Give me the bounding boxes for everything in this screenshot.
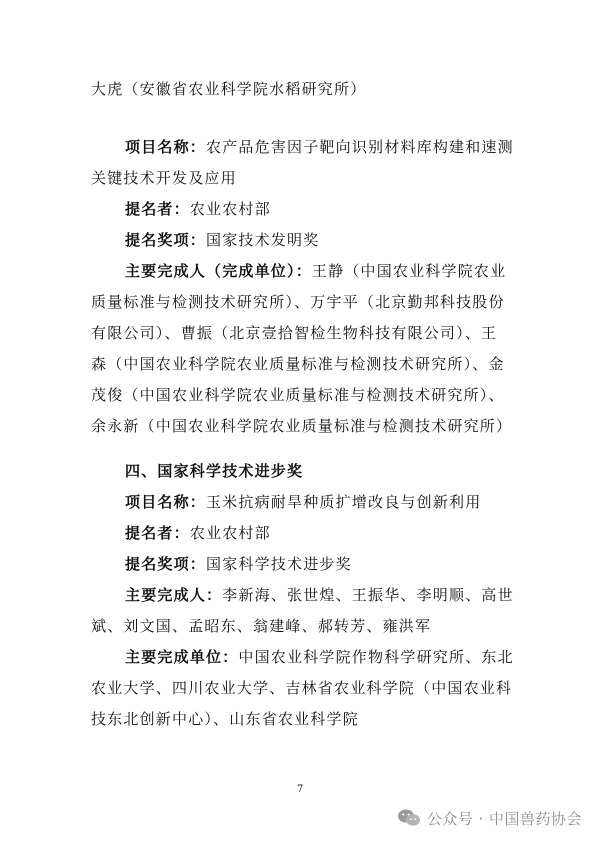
section-title: 四、国家科学技术进步奖 [125, 462, 304, 480]
watermark [397, 806, 582, 830]
completers-1-cont [91, 385, 551, 405]
field-label: 提名者： [125, 524, 190, 542]
field-value: 国家技术发明奖 [206, 231, 320, 249]
field-value: 李新海、张世煌、王振华、李明顺、高世 [222, 586, 514, 604]
field-value: 森（中国农业科学院农业质量标准与检测技术研究所）、金 [91, 355, 505, 373]
field-value: 玉米抗病耐旱种质扩增改良与创新利用 [206, 493, 482, 511]
completers-2 [125, 585, 545, 605]
units-2-cont [91, 678, 551, 698]
units-2 [125, 647, 545, 667]
field-label: 提名奖项： [125, 231, 207, 249]
wechat-icon [397, 808, 421, 828]
completers-1-cont [91, 292, 551, 312]
award-2 [125, 554, 545, 574]
watermark-text: 公众号 · 中国兽药协会 [426, 809, 582, 828]
field-value: 关键技术开发及应用 [91, 169, 237, 187]
project-name-2 [125, 492, 545, 512]
field-value: 农业农村部 [189, 524, 271, 542]
field-value: 农业大学、四川农业大学、吉林省农业科学院（中国农业科 [91, 679, 513, 697]
field-value: 质量标准与检测技术研究所）、万宇平（北京勤邦科技股份 [91, 293, 505, 311]
field-value: 茂俊（中国农业科学院农业质量标准与检测技术研究所）、 [91, 386, 505, 404]
field-label: 项目名称： [125, 138, 207, 156]
award-1 [125, 230, 545, 250]
field-label: 主要完成单位： [125, 648, 239, 666]
field-value: 国家科学技术进步奖 [206, 555, 352, 573]
completers-1-cont [91, 416, 551, 436]
nominator-1 [125, 199, 545, 219]
project-name-1-cont [91, 168, 551, 188]
field-value: 中国农业科学院作物科学研究所、东北 [238, 648, 514, 666]
field-value: 农产品危害因子靶向识别材料库构建和速测 [206, 138, 514, 156]
completers-1-cont [91, 323, 551, 343]
field-value: 余永新（中国农业科学院农业质量标准与检测技术研究所） [91, 417, 513, 435]
text-line: 大虎（安徽省农业科学院水稻研究所） [91, 80, 367, 98]
field-value: 农业农村部 [189, 200, 271, 218]
field-label: 主要完成人（完成单位）： [125, 262, 312, 280]
field-label: 项目名称： [125, 493, 207, 511]
nominator-2 [125, 523, 545, 543]
field-label: 提名奖项： [125, 555, 207, 573]
units-2-cont [91, 709, 551, 729]
field-value: 技东北创新中心）、山东省农业科学院 [91, 710, 359, 728]
page-number: 7 [296, 784, 304, 795]
project-name-1 [125, 137, 545, 157]
field-value: 有限公司）、曹振（北京壹拾智检生物科技有限公司）、王 [91, 324, 498, 342]
completers-1 [125, 261, 545, 281]
field-value: 王静（中国农业科学院农业 [311, 262, 507, 280]
field-label: 提名者： [125, 200, 190, 218]
section-heading [125, 461, 545, 481]
completers-2-cont [91, 616, 551, 636]
completers-1-cont [91, 354, 551, 374]
field-label: 主要完成人： [125, 586, 223, 604]
previous-item-tail [91, 79, 551, 99]
field-value: 斌、刘文国、孟昭东、翁建峰、郝转芳、雍洪军 [91, 617, 432, 635]
